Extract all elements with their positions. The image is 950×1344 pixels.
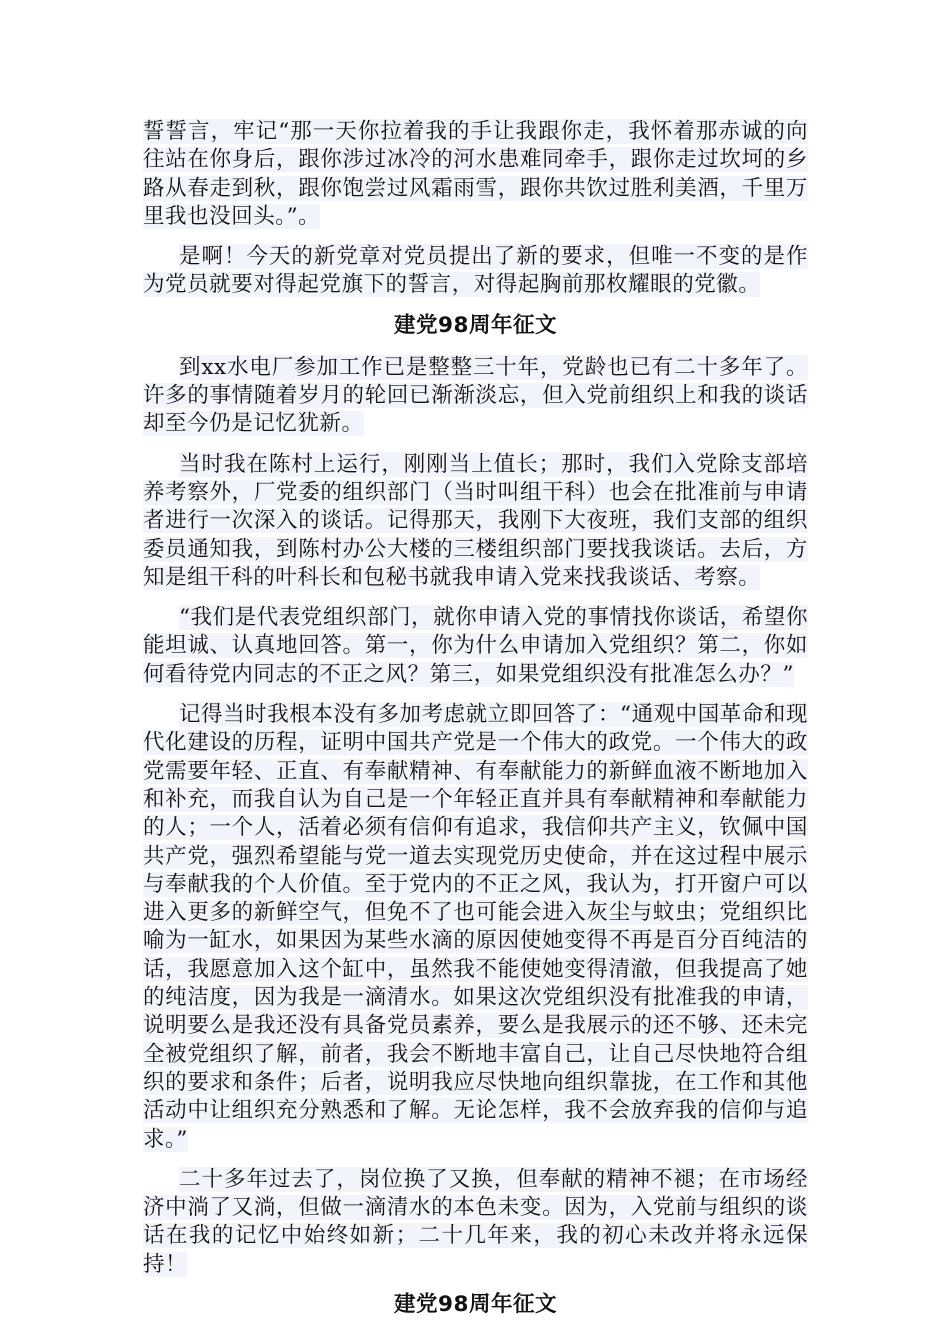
paragraph-party-constitution xyxy=(143,243,808,300)
section-heading: 建党98周年征文 xyxy=(394,312,557,338)
paragraph-thirty-years xyxy=(143,354,808,439)
paragraph-text: 是啊！今天的新党章对党员提出了新的要求，但唯一不变的是作为党员就要对得起党旗下的誓言，对得起胸前那枚耀眼的党徽。 xyxy=(143,244,808,298)
paragraph-answer xyxy=(143,701,808,1154)
section-heading-next: 建党98周年征文 xyxy=(394,1291,557,1317)
paragraph-original-aspiration xyxy=(143,1166,808,1279)
paragraph-text: 到xx水电厂参加工作已是整整三十年，党龄也已有二十多年了。许多的事情随着岁月的轮回已渐渐淡忘，但入党前组织上和我的谈话却至今仍是记忆犹新。 xyxy=(143,354,808,437)
paragraph-text: 记得当时我根本没有多加考虑就立即回答了：“通观中国革命和现代化建设的历程，证明中国共产党是一个伟大的政党。一个伟大的政党需要年轻、正直、有奉献精神、有奉献能力的新鲜血液不断地加入和补充，而我自认为自己是一个年轻正直并具有奉献精神和奉献能力的人；一个人，活着必须有信仰有追求，我信仰共产主义，钦佩中国共产党，强烈希望能与党一道去实现党历史使命，并在这过程中展示与奉献我的个人价值。至于党内的不正之风，我认为，打开窗户可以进入更多的新鲜空气，但免不了也可能会进入灰尘与蚊虫；党组织比喻为一缸水，如果因为某些水滴的原因使她变得不再是百分百纯洁的话，我愿意加入这个缸中，虽然我不能使她变得清澈，但我提高了她的纯洁度，因为我是一滴清水。如果这次党组织没有批准我的申请，说明要么是我还没有具备党员素养，要么是我展示的还不够、还未完全被党组织了解，前者，我会不断地丰富自己，让自己尽快地符合组织的要求和条件；后者，说明我应尽快地向组织靠拢，在工作和其他活动中让组织充分熟悉和了解。无论怎样，我不会放弃我的信仰与追求。” xyxy=(143,702,808,1152)
document-page xyxy=(143,118,808,1333)
paragraph-oath-continuation xyxy=(143,118,808,231)
paragraph-text: “我们是代表党组织部门，就你申请入党的事情找你谈话，希望你能坦诚、认真地回答。第一，你为什么申请加入党组织？第二，你如何看待党内同志的不正之风？第三，如果党组织没有批准怎么办？” xyxy=(143,605,808,687)
paragraph-interview-questions xyxy=(143,604,808,689)
paragraph-chencun-operation xyxy=(143,451,808,592)
paragraph-text: 当时我在陈村上运行，刚刚当上值长；那时，我们入党除支部培养考察外，厂党委的组织部门（当时叫组干科）也会在批准前与申请者进行一次深入的谈话。记得那天，我刚下大夜班，我们支部的组织委员通知我，到陈村办公大楼的三楼组织部门要找我谈话。去后，方知是组干科的叶科长和包秘书就我申请入党来找我谈话、考察。 xyxy=(143,451,808,590)
paragraph-text: 二十多年过去了，岗位换了又换，但奉献的精神不褪；在市场经济中淌了又淌，但做一滴清水的本色未变。因为，入党前与组织的谈话在我的记忆中始终如新；二十几年来，我的初心未改并将永远保持！ xyxy=(143,1166,808,1277)
paragraph-text: 誓誓言，牢记“那一天你拉着我的手让我跟你走，我怀着那赤诚的向往站在你身后，跟你涉过冰冷的河水患难同牵手，跟你走过坎坷的乡路从春走到秋，跟你饱尝过风霜雨雪，跟你共饮过胜利美酒，千里万里我也没回头。”。 xyxy=(143,119,808,229)
